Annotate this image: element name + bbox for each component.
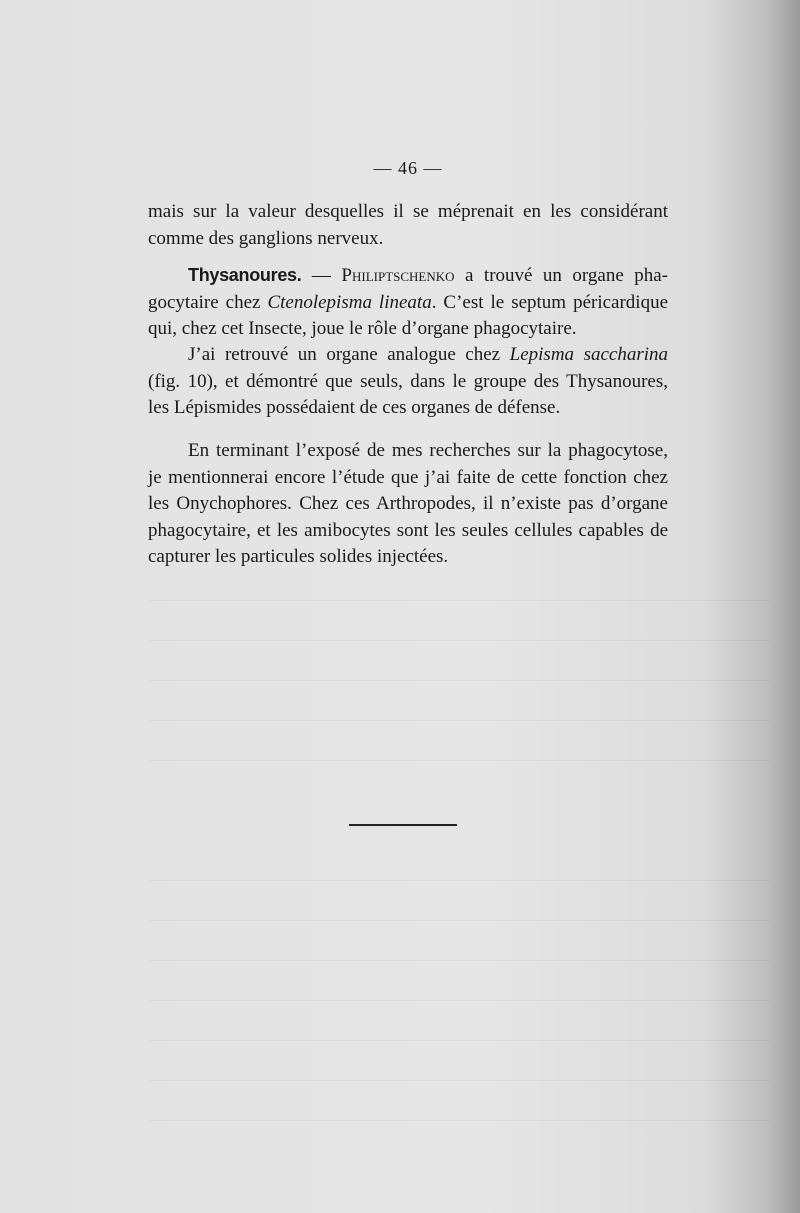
paragraph-thysanoures [148,262,668,343]
text-line: phagocytaire, et les amibocytes sont les seules cellules capables de [148,519,668,541]
text-fragment: . C’est le septum péricardique [431,291,669,313]
paragraph-ganglions [148,199,668,252]
show-through-line [150,720,770,721]
text-line: comme des ganglions nerveux. [148,227,384,249]
em-dash: — [301,265,342,286]
section-separator-rule [349,824,457,826]
text-line: les Lépismides possédaient de ces organes de défense. [148,397,561,418]
paragraph-lepisma [148,342,668,422]
show-through-line [150,880,770,881]
text-line: En terminant l’exposé de mes recherches sur la phagocytose, [188,440,668,461]
show-through-line [150,960,770,961]
show-through-line [150,640,770,641]
text-line [148,290,668,317]
show-through-line [150,600,770,601]
species-name: Ctenolepisma lineata [267,291,432,313]
show-through-line [150,680,770,681]
text-line: je mentionnerai encore l’étude que j’ai faite de cette fonction chez [148,466,668,488]
author-name: Philiptschenko [341,265,455,286]
paragraph-onychophores [148,438,668,571]
text-line: qui, chez cet Insecte, joue le rôle d’organe phagocytaire. [148,318,577,339]
show-through-line [150,1080,770,1081]
text-line [148,262,668,290]
text-fragment: J’ai retrouvé un organe analogue chez [188,344,510,365]
species-name: Lepisma saccharina [509,344,668,365]
text-line [148,342,668,369]
show-through-line [150,1120,770,1121]
text-line: capturer les particules solides injectées. [148,546,449,567]
section-heading: Thysanoures. [188,265,302,285]
show-through-line [150,920,770,921]
show-through-line [150,1000,770,1001]
page-number: — 46 — [373,158,443,178]
text-line: (fig. 10), et démontré que seuls, dans le groupe des Thysanoures, [148,370,668,392]
text-fragment: gocytaire chez [148,291,268,313]
text-line: mais sur la valeur desquelles il se méprenait en les considérant [148,201,668,222]
text-fragment: a trouvé un organe pha- [454,265,669,286]
text-line: les Onychophores. Chez ces Arthropodes, il n’existe pas d’organe [148,493,668,514]
show-through-line [150,760,770,761]
show-through-line [150,1040,770,1041]
